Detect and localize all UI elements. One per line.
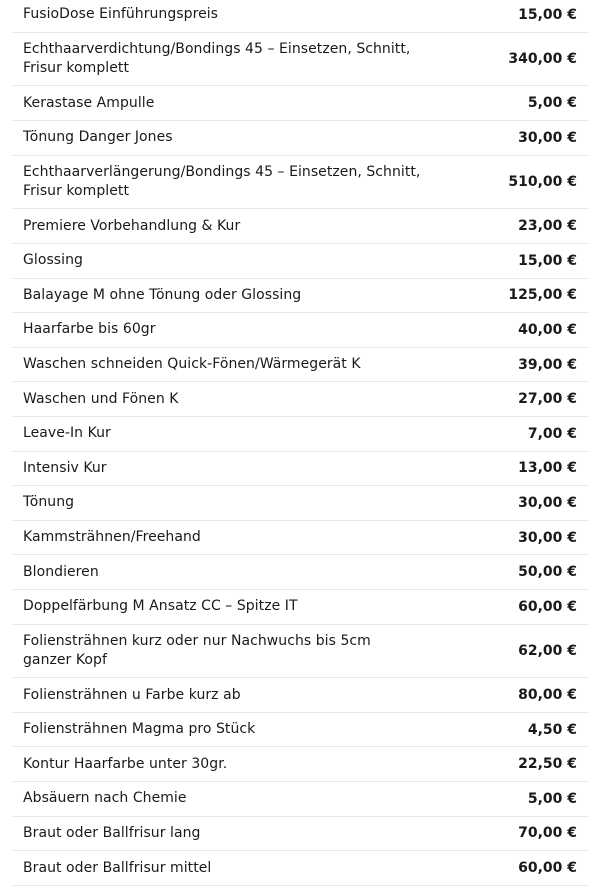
service-name: Kontur Haarfarbe unter 30gr. <box>23 755 228 772</box>
service-name: Echthaarverlängerung/Bondings 45 – Einsetzen, Schnitt, Frisur komplett <box>23 163 421 199</box>
service-name: Absäuern nach Chemie <box>23 790 187 807</box>
price-row <box>12 713 589 748</box>
price-row <box>12 156 589 210</box>
service-name: FusioDose Einführungspreis <box>23 6 219 23</box>
service-name: Foliensträhnen Magma pro Stück <box>23 721 256 738</box>
service-price: 40,00 € <box>518 321 577 338</box>
service-price: 15,00 € <box>518 252 577 269</box>
service-price: 340,00 € <box>508 50 577 67</box>
service-name: Waschen schneiden Quick-Fönen/Wärmegerät K <box>23 356 361 373</box>
price-row <box>12 625 589 679</box>
price-row <box>12 486 589 521</box>
service-name: Glossing <box>23 252 83 269</box>
service-price: 22,50 € <box>518 756 577 773</box>
price-row <box>12 33 589 87</box>
price-row <box>12 678 589 713</box>
service-name: Intensiv Kur <box>23 459 107 476</box>
service-price: 5,00 € <box>527 95 577 112</box>
price-row <box>12 209 589 244</box>
service-name: Doppelfärbung M Ansatz CC – Spitze IT <box>23 598 298 615</box>
service-name: Foliensträhnen kurz oder nur Nachwuchs bis 5cm ganzer Kopf <box>23 632 371 668</box>
price-row <box>12 851 589 886</box>
service-name: Leave-In Kur <box>23 425 111 442</box>
price-row <box>12 417 589 452</box>
price-row <box>12 121 589 156</box>
price-row <box>12 86 589 121</box>
service-name: Balayage M ohne Tönung oder Glossing <box>23 286 302 303</box>
price-row <box>12 348 589 383</box>
service-price: 62,00 € <box>518 642 577 659</box>
price-row <box>12 747 589 782</box>
service-price: 30,00 € <box>518 129 577 146</box>
service-name: Blondieren <box>23 563 99 580</box>
price-row <box>12 521 589 556</box>
service-price: 5,00 € <box>527 790 577 807</box>
service-price: 39,00 € <box>518 356 577 373</box>
service-price: 510,00 € <box>508 173 577 190</box>
service-price: 30,00 € <box>518 529 577 546</box>
price-row <box>12 452 589 487</box>
service-price: 70,00 € <box>518 825 577 842</box>
price-row <box>12 313 589 348</box>
service-price: 4,50 € <box>527 721 577 738</box>
service-name: Tönung <box>23 494 75 511</box>
price-row <box>12 0 589 33</box>
service-price: 60,00 € <box>518 860 577 877</box>
service-name: Braut oder Ballfrisur mittel <box>23 859 212 876</box>
service-name: Tönung Danger Jones <box>23 129 173 146</box>
service-price: 125,00 € <box>508 287 577 304</box>
price-row <box>12 590 589 625</box>
price-row <box>12 279 589 314</box>
service-name: Haarfarbe bis 60gr <box>23 321 156 338</box>
price-row <box>12 244 589 279</box>
service-name: Premiere Vorbehandlung & Kur <box>23 217 241 234</box>
service-price: 80,00 € <box>518 687 577 704</box>
service-name: Waschen und Fönen K <box>23 390 179 407</box>
price-row <box>12 382 589 417</box>
service-name: Kerastase Ampulle <box>23 94 155 111</box>
service-price: 23,00 € <box>518 218 577 235</box>
service-price: 7,00 € <box>527 425 577 442</box>
price-row <box>12 782 589 817</box>
service-price: 27,00 € <box>518 391 577 408</box>
service-price: 13,00 € <box>518 460 577 477</box>
price-row <box>12 817 589 852</box>
service-price: 50,00 € <box>518 564 577 581</box>
service-name: Braut oder Ballfrisur lang <box>23 824 201 841</box>
service-price: 15,00 € <box>518 6 577 23</box>
service-price: 60,00 € <box>518 598 577 615</box>
service-name: Foliensträhnen u Farbe kurz ab <box>23 686 241 703</box>
service-name: Kammsträhnen/Freehand <box>23 529 201 546</box>
service-price: 30,00 € <box>518 494 577 511</box>
service-name: Echthaarverdichtung/Bondings 45 – Einsetzen, Schnitt, Frisur komplett <box>23 40 411 76</box>
price-row <box>12 555 589 590</box>
